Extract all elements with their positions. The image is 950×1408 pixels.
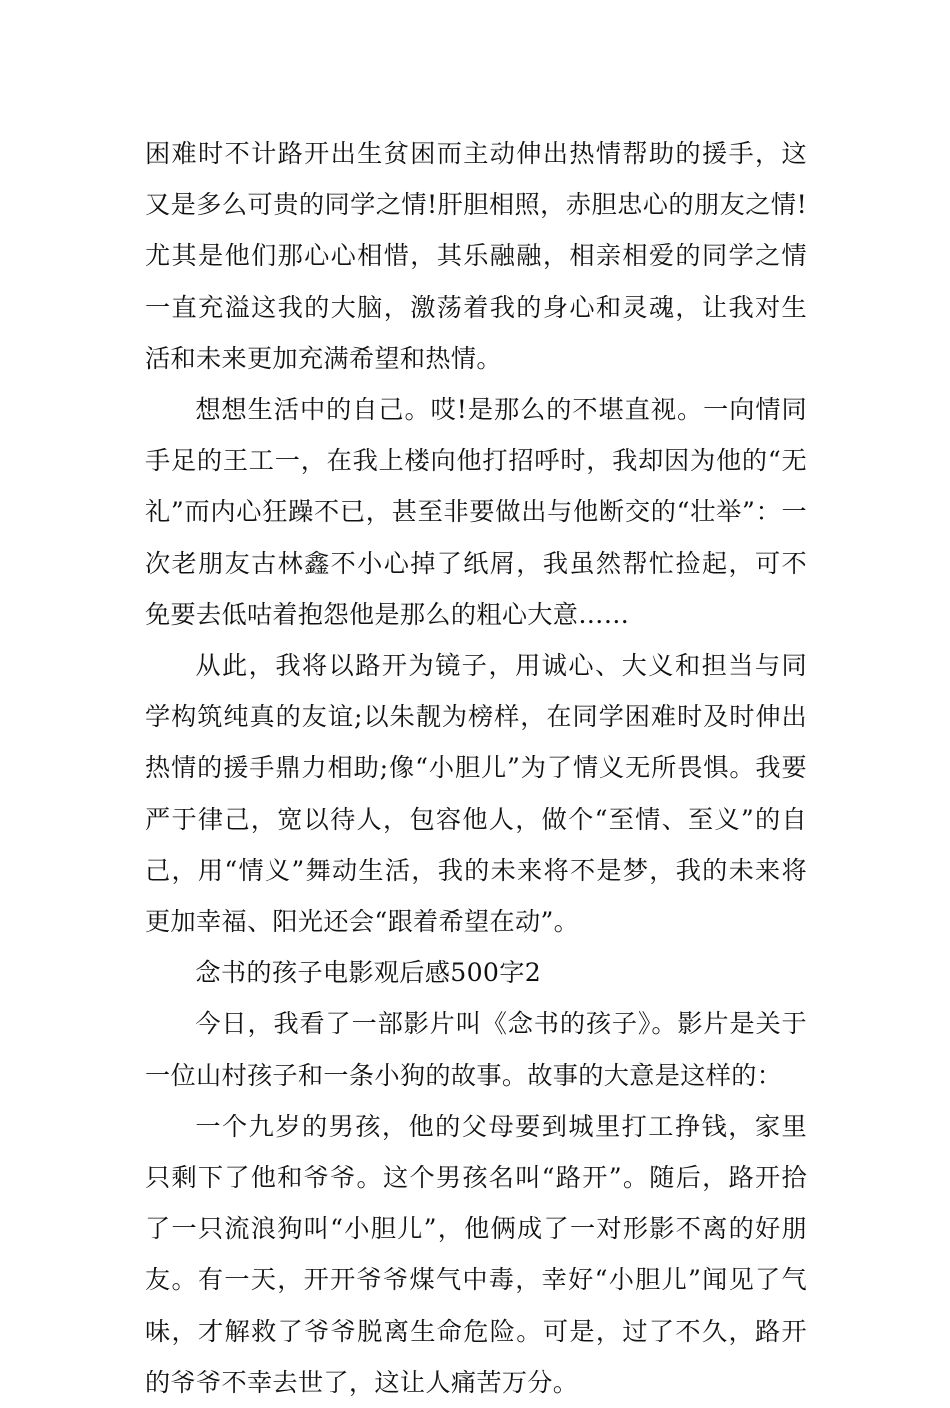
paragraph-continued: 困难时不计路开出生贫困而主动伸出热情帮助的援手，这又是多么可贵的同学之情!肝胆相照，赤胆忠心的朋友之情!尤其是他们那心心相惜，其乐融融，相亲相爱的同学之情一直充溢这我的大脑，激荡着我的身心和灵魂，让我对生活和未来更加充满希望和热情。	[145, 139, 807, 373]
section-heading: 念书的孩子电影观后感500字2	[195, 958, 542, 988]
paragraph-intro: 今日，我看了一部影片叫《念书的孩子》。影片是关于一位山村孩子和一条小狗的故事。故事的大意是这样的：	[145, 1009, 807, 1090]
paragraph-reflection: 想想生活中的自己。哎!是那么的不堪直视。一向情同手足的王工一，在我上楼向他打招呼时，我却因为他的“无礼”而内心狂躁不已，甚至非要做出与他断交的“壮举”：一次老朋友古林鑫不小心掉了纸屑，我虽然帮忙捡起，可不免要去低咕着抱怨他是那么的粗心大意……	[145, 395, 807, 629]
paragraph-resolution: 从此，我将以路开为镜子，用诚心、大义和担当与同学构筑纯真的友谊;以朱靓为榜样，在同学困难时及时伸出热情的援手鼎力相助;像“小胆儿”为了情义无所畏惧。我要严于律己，宽以待人，包容他人，做个“至情、至义”的自己，用“情义”舞动生活，我的未来将不是梦，我的未来将更加幸福、阳光还会“跟着希望在动”。	[145, 651, 807, 937]
paragraph-story: 一个九岁的男孩，他的父母要到城里打工挣钱，家里只剩下了他和爷爷。这个男孩名叫“路开”。随后，路开拾了一只流浪狗叫“小胆儿”，他俩成了一对形影不离的好朋友。有一天，开开爷爷煤气中毒，幸好“小胆儿”闻见了气味，才解救了爷爷脱离生命危险。可是，过了不久，路开的爷爷不幸去世了，这让人痛苦万分。	[145, 1111, 807, 1397]
document-body	[145, 128, 807, 1408]
